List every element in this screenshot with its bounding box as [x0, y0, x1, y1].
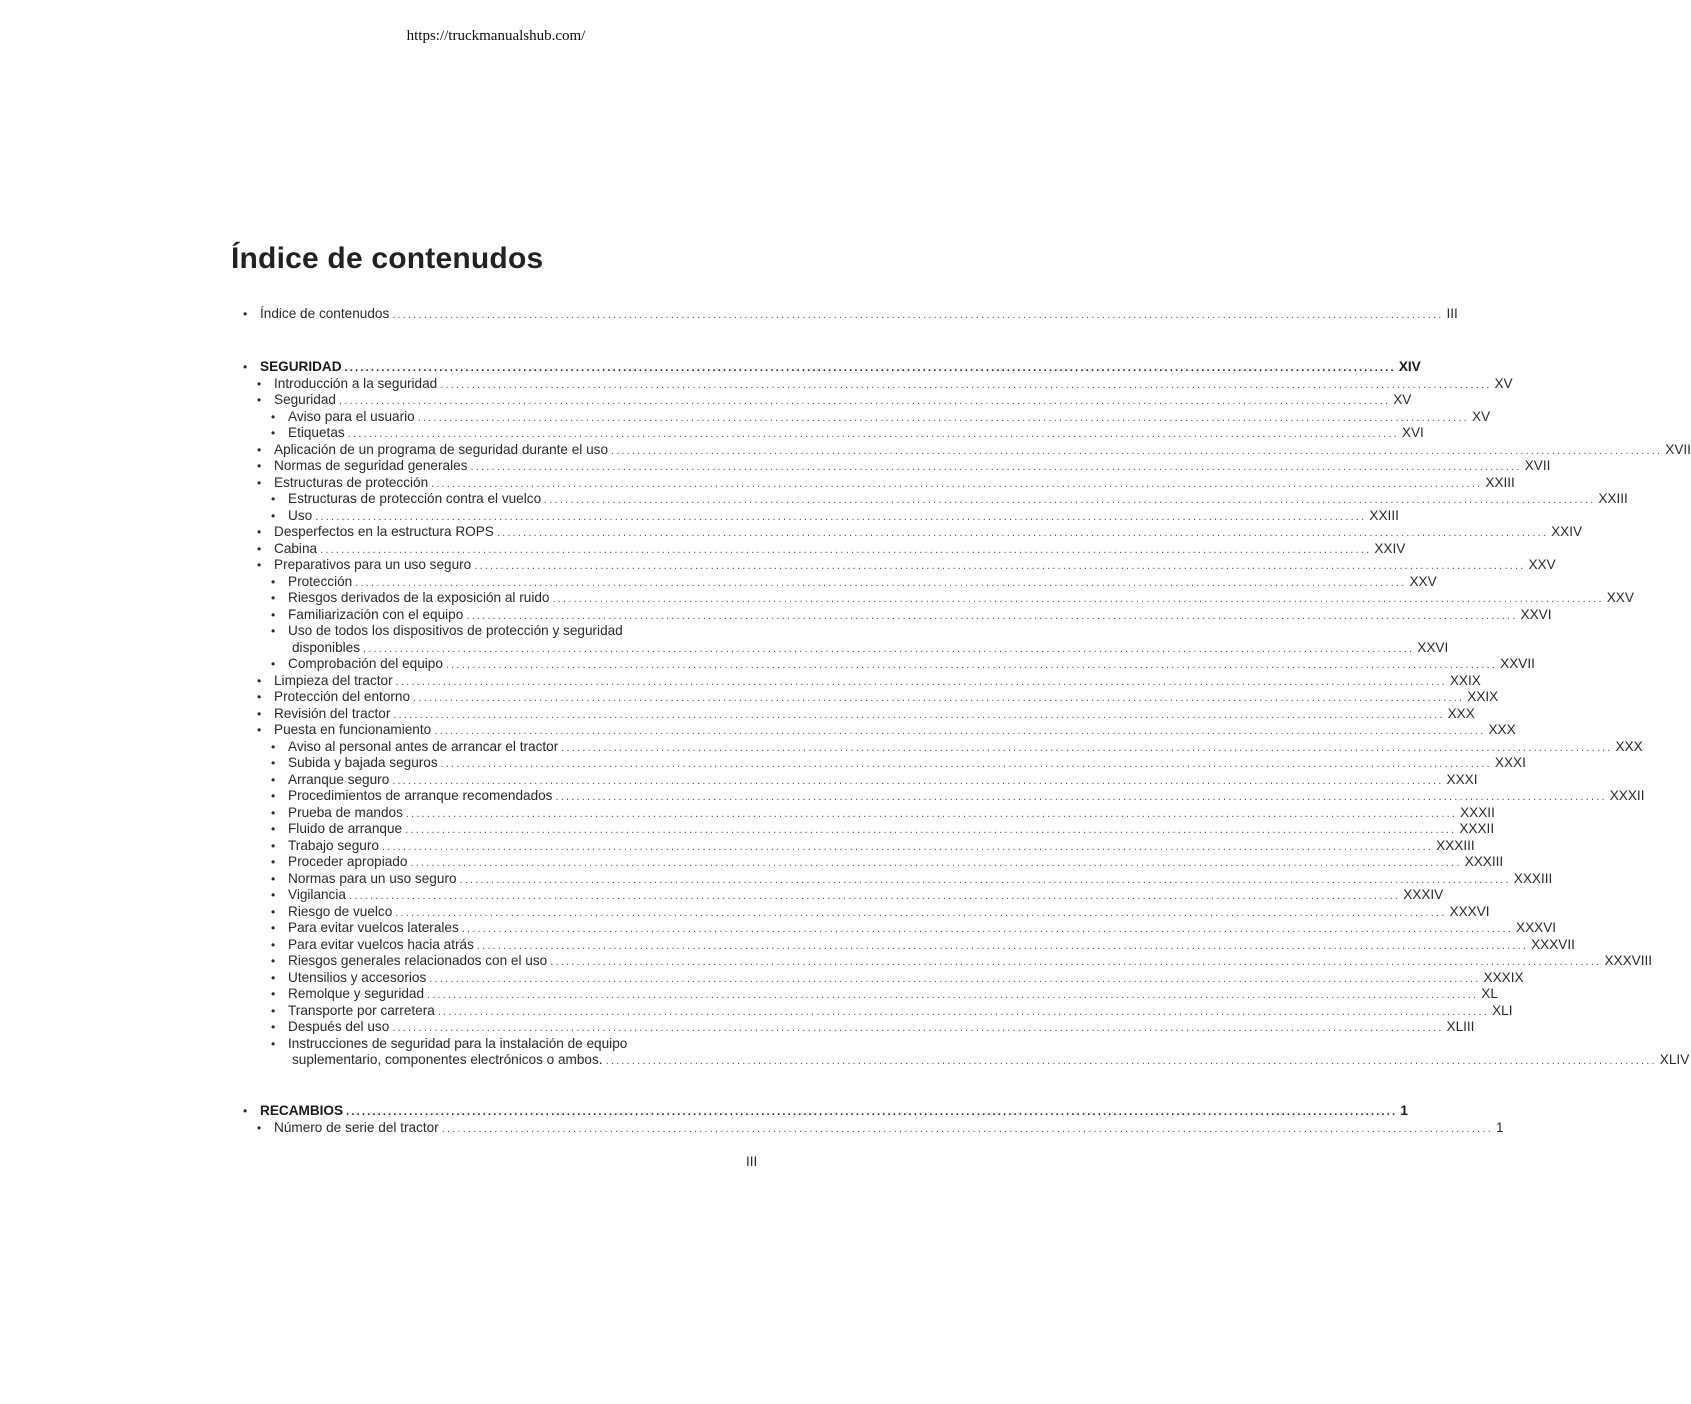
- toc-entry-label: Índice de contenudos: [260, 306, 390, 321]
- toc-entry-line: [274, 689, 1499, 707]
- bullet-icon: •: [257, 558, 262, 572]
- dot-leader: ........................................................................................................................................................................................................: [561, 741, 1613, 754]
- dot-leader: ........................................................................................................................................................................................................: [392, 774, 1444, 787]
- bullet-icon: •: [257, 723, 262, 737]
- bullet-icon: •: [257, 690, 262, 704]
- dot-leader: ........................................................................................................................................................................................................: [405, 807, 1458, 820]
- toc-entry-label: Subida y bajada seguros: [288, 755, 438, 770]
- bullet-icon: •: [271, 508, 276, 523]
- toc-entry-label: Comprobación del equipo: [288, 656, 443, 671]
- toc-entry[interactable]: [243, 804, 1495, 822]
- toc-entry-continuation[interactable]: [243, 1052, 1690, 1069]
- toc-entry-line: [288, 656, 1535, 674]
- dot-leader: ........................................................................................................................................................................................................: [474, 560, 1526, 572]
- toc-group-seguridad: [243, 359, 1691, 1069]
- toc-entry-page: XXXIII: [1464, 854, 1504, 869]
- dot-leader: ........................................................................................................................................................................................................: [381, 840, 1434, 853]
- toc-entry[interactable]: [243, 1019, 1475, 1036]
- toc-entry-line: [288, 870, 1553, 889]
- toc-entry-page: XLI: [1492, 1002, 1513, 1018]
- toc-entry-label: RECAMBIOS: [260, 1103, 344, 1118]
- toc-entry-label: Para evitar vuelcos laterales: [288, 920, 459, 935]
- toc-entry[interactable]: [243, 1103, 1408, 1120]
- toc-entry-label: Trabajo seguro: [288, 837, 379, 853]
- header-url[interactable]: https://truckmanualshub.com/: [406, 28, 586, 44]
- bullet-icon: •: [271, 888, 276, 902]
- toc-entry[interactable]: [243, 903, 1490, 921]
- bullet-icon: •: [271, 739, 276, 754]
- toc-entry-line: [288, 936, 1575, 955]
- toc-entry-line: [288, 755, 1526, 773]
- bullet-icon: •: [271, 772, 276, 787]
- toc-entry-line: [274, 672, 1481, 691]
- toc-entry-line: [288, 804, 1495, 823]
- toc-entry[interactable]: [243, 540, 1406, 558]
- toc-entry-page: XXXIV: [1403, 887, 1444, 902]
- toc-entry[interactable]: [243, 887, 1444, 904]
- toc-entry-page: 1: [1400, 1103, 1408, 1118]
- dot-leader: ........................................................................................................................................................................................................: [347, 428, 1399, 440]
- toc-entry-page: III: [1446, 306, 1458, 321]
- dot-leader: ........................................................................................................................................................................................................: [496, 527, 1549, 539]
- toc-entry-line: [288, 425, 1424, 443]
- toc-entry-line: [274, 441, 1691, 460]
- toc-entry-line: [260, 306, 1458, 324]
- toc-entry-label: Etiquetas: [288, 425, 345, 440]
- toc-entry-label: Vigilancia: [288, 887, 346, 902]
- toc-entry-page: XXIII: [1598, 491, 1628, 506]
- toc-entry-label: Aplicación de un programa de seguridad durante el uso: [274, 441, 609, 457]
- toc-entry[interactable]: [243, 306, 1458, 323]
- toc-entry-page: XXV: [1528, 557, 1556, 572]
- toc-entry-page: XXX: [1488, 722, 1516, 737]
- dot-leader: ........................................................................................................................................................................................................: [555, 791, 1607, 803]
- toc-entry-label: Proceder apropiado: [288, 854, 408, 869]
- toc-entry[interactable]: [243, 837, 1475, 855]
- dot-leader: ........................................................................................................................................................................................................: [338, 395, 1391, 407]
- toc-entry-page: XXIII: [1369, 507, 1399, 523]
- dot-leader: ........................................................................................................................................................................................................: [476, 939, 1529, 952]
- toc-entry-page: XXV: [1606, 590, 1634, 605]
- bullet-icon: •: [257, 673, 262, 688]
- toc-entry-label: Preparativos para un uso seguro: [274, 557, 472, 572]
- toc-entry[interactable]: [243, 870, 1553, 888]
- toc-entry-label: Revisión del tractor: [274, 705, 391, 721]
- toc-entry-line: [274, 474, 1515, 493]
- bullet-icon: •: [271, 756, 276, 770]
- bullet-icon: •: [257, 541, 262, 556]
- toc-entry[interactable]: [243, 969, 1524, 987]
- toc-entry-label: Transporte por carretera: [288, 1002, 435, 1018]
- toc-entry-page: XXX: [1615, 738, 1643, 754]
- bullet-icon: •: [257, 393, 262, 407]
- toc-entry[interactable]: [243, 672, 1481, 690]
- toc-entry[interactable]: [243, 573, 1437, 591]
- toc-entry-label: Cabina: [274, 540, 318, 556]
- bullet-icon: •: [257, 525, 262, 539]
- bullet-icon: •: [271, 987, 276, 1001]
- toc-entry[interactable]: [243, 788, 1645, 805]
- toc-entry-line: [288, 887, 1444, 905]
- toc-entry-page: XXIX: [1449, 672, 1481, 688]
- toc-entry[interactable]: [243, 606, 1552, 624]
- dot-leader: ........................................................................................................................................................................................................: [550, 956, 1602, 968]
- toc-entry[interactable]: [243, 375, 1513, 393]
- toc-group-recambios: [243, 1103, 1504, 1136]
- toc-entry-label: Aviso al personal antes de arrancar el tractor: [288, 738, 559, 754]
- toc-entry-line: [274, 375, 1513, 394]
- toc-entry-page: XXIV: [1374, 540, 1406, 556]
- toc-entry-label: Remolque y seguridad: [288, 986, 425, 1001]
- dot-leader: ........................................................................................................................................................................................................: [611, 444, 1663, 457]
- toc-entry[interactable]: [243, 920, 1557, 937]
- toc-entry-label: Después del uso: [288, 1019, 390, 1034]
- dot-leader: ........................................................................................................................................................................................................: [320, 543, 1372, 556]
- toc-entry[interactable]: [243, 392, 1412, 409]
- bullet-icon: •: [271, 591, 276, 605]
- toc-entry-page: XXXVII: [1531, 936, 1575, 952]
- toc-entry[interactable]: [243, 738, 1643, 756]
- toc-entry[interactable]: [243, 953, 1653, 970]
- toc-entry-page: XVI: [1401, 425, 1424, 440]
- toc-entry-page: XXXII: [1460, 804, 1495, 820]
- dot-leader: ........................................................................................................................................................................................................: [605, 1055, 1657, 1067]
- toc-entry-line: [288, 771, 1478, 790]
- toc-entry[interactable]: [243, 755, 1526, 772]
- toc-entry-line: [260, 1103, 1408, 1121]
- toc-entry-label: Uso: [288, 507, 313, 523]
- dot-leader: ........................................................................................................................................................................................................: [393, 708, 1445, 721]
- toc-entry-label: Normas para un uso seguro: [288, 870, 457, 886]
- toc-entry-page: XXIII: [1485, 474, 1515, 490]
- toc-entry[interactable]: [243, 441, 1691, 459]
- toc-entry-line: [292, 1052, 1690, 1070]
- toc-entry-label: suplementario, componentes electrónicos o ambos.: [292, 1052, 603, 1067]
- toc-entry-line: [288, 738, 1643, 757]
- toc-entry[interactable]: [243, 821, 1495, 838]
- toc-entry-label: Limpieza del tractor: [274, 672, 393, 688]
- dot-leader: ........................................................................................................................................................................................................: [440, 758, 1492, 770]
- toc-entry-page: XXXII: [1459, 821, 1495, 836]
- dot-leader: ........................................................................................................................................................................................................: [346, 1106, 1398, 1118]
- dot-leader: ........................................................................................................................................................................................................: [441, 1122, 1493, 1135]
- toc-entry-line: [288, 623, 756, 640]
- toc-entry-page: XXXVI: [1449, 903, 1490, 919]
- toc-entry[interactable]: [243, 425, 1424, 442]
- toc-entry-page: XV: [1471, 408, 1491, 424]
- dot-leader: ........................................................................................................................................................................................................: [459, 873, 1511, 886]
- toc-entry-line: [288, 573, 1437, 592]
- toc-entry[interactable]: [243, 408, 1491, 426]
- bullet-icon: •: [271, 954, 276, 968]
- toc-entry-page: XXXII: [1609, 788, 1645, 803]
- toc-entry-page: XXIX: [1467, 689, 1499, 704]
- toc-entry-line: [260, 359, 1421, 377]
- toc-entry-page: XXXIII: [1436, 837, 1475, 853]
- toc-entry-line: [288, 606, 1552, 625]
- dot-leader: ........................................................................................................................................................................................................: [434, 725, 1486, 737]
- toc-entry-line: [274, 392, 1412, 410]
- toc-entry[interactable]: [243, 491, 1628, 508]
- toc-entry[interactable]: [243, 359, 1421, 376]
- dot-leader: ........................................................................................................................................................................................................: [431, 477, 1483, 490]
- toc-entry[interactable]: [243, 507, 1399, 525]
- toc-entry-line: [288, 1002, 1513, 1021]
- toc-entry-line: [274, 1119, 1504, 1138]
- toc-entry-line: [288, 491, 1628, 509]
- toc-entry-line: [288, 1036, 756, 1053]
- toc-entry-label: Aviso para el usuario: [288, 408, 415, 424]
- toc-entry-label: Prueba de mandos: [288, 804, 403, 820]
- toc-entry-label: Riesgos derivados de la exposición al ruido: [288, 590, 550, 605]
- toc-entry-line: [274, 524, 1583, 542]
- dot-leader: ........................................................................................................................................................................................................: [417, 411, 1469, 424]
- toc-entry-page: XXXVI: [1516, 920, 1557, 935]
- toc-entry[interactable]: [243, 458, 1551, 475]
- toc-entry-page: 1: [1495, 1119, 1504, 1135]
- dot-leader: ........................................................................................................................................................................................................: [470, 461, 1522, 473]
- toc-entry-label: Estructuras de protección contra el vuelco: [288, 491, 542, 506]
- toc-entry-label: Seguridad: [274, 392, 336, 407]
- toc-entry-line: [288, 953, 1653, 971]
- toc-entry-line: [288, 821, 1495, 839]
- dot-leader: ........................................................................................................................................................................................................: [461, 923, 1513, 935]
- dot-leader: ........................................................................................................................................................................................................: [355, 576, 1407, 589]
- toc-entry-label: Puesta en funcionamiento: [274, 722, 432, 737]
- dot-leader: ........................................................................................................................................................................................................: [427, 989, 1479, 1001]
- toc-entry[interactable]: [243, 936, 1575, 954]
- bullet-icon: •: [271, 871, 276, 886]
- toc-entry-page: XXXI: [1446, 771, 1478, 787]
- toc-entry[interactable]: [243, 705, 1475, 723]
- toc-entry[interactable]: [243, 557, 1556, 574]
- toc-entry-line: [288, 969, 1524, 988]
- bullet-icon: •: [271, 904, 276, 919]
- toc-entry-page: XXXIII: [1513, 870, 1553, 886]
- toc-entry-line: [274, 540, 1406, 559]
- toc-entry-label: Riesgo de vuelco: [288, 903, 393, 919]
- toc-entry[interactable]: [243, 986, 1498, 1003]
- bullet-icon: •: [271, 855, 276, 869]
- toc-entry-label: Protección del entorno: [274, 689, 411, 704]
- bullet-icon: •: [271, 921, 276, 935]
- bullet-icon: •: [243, 1104, 248, 1118]
- toc-entry-page: XXVII: [1500, 656, 1535, 671]
- dot-leader: ........................................................................................................................................................................................................: [410, 857, 1462, 869]
- toc-entry-line: [288, 854, 1504, 872]
- toc-entry-label: Para evitar vuelcos hacia atrás: [288, 936, 474, 952]
- bullet-icon: •: [271, 409, 276, 424]
- toc-entry-page: XLIV: [1659, 1052, 1690, 1067]
- toc-entry-label: Instrucciones de seguridad para la instalación de equipo: [288, 1035, 628, 1051]
- toc-entry-page: XVII: [1665, 441, 1691, 457]
- toc-entry-label: Utensilios y accesorios: [288, 969, 427, 985]
- toc-entry-label: Arranque seguro: [288, 771, 390, 787]
- toc-entry-page: XXXI: [1494, 755, 1526, 770]
- bullet-icon: •: [271, 657, 276, 671]
- dot-leader: ........................................................................................................................................................................................................: [315, 510, 1367, 523]
- toc-entry[interactable]: [243, 689, 1499, 706]
- bullet-icon: •: [257, 459, 262, 473]
- dot-leader: ........................................................................................................................................................................................................: [344, 362, 1396, 374]
- dot-leader: ........................................................................................................................................................................................................: [363, 642, 1415, 655]
- dot-leader: ........................................................................................................................................................................................................: [552, 593, 1604, 605]
- toc-entry-label: disponibles: [292, 639, 361, 655]
- bullet-icon: •: [271, 805, 276, 820]
- toc-entry[interactable]: [243, 771, 1478, 789]
- toc-entry-page: XL: [1481, 986, 1498, 1001]
- toc-entry-line: [288, 903, 1490, 922]
- toc-entry-line: [274, 705, 1475, 724]
- toc-entry-line: [288, 1019, 1475, 1037]
- toc-entry[interactable]: [243, 623, 756, 640]
- toc-entry[interactable]: [243, 722, 1516, 739]
- dot-leader: ........................................................................................................................................................................................................: [392, 1022, 1444, 1034]
- toc-entry-page: XXXIX: [1483, 969, 1524, 985]
- dot-leader: ........................................................................................................................................................................................................: [440, 378, 1492, 391]
- toc-entry-page: XV: [1494, 375, 1513, 391]
- toc-entry-line: [274, 557, 1556, 575]
- bullet-icon: •: [271, 1003, 276, 1018]
- toc-entry-page: XXIV: [1551, 524, 1583, 539]
- toc-entry-label: Desperfectos en la estructura ROPS: [274, 524, 494, 539]
- bullet-icon: •: [271, 1036, 276, 1051]
- dot-leader: ........................................................................................................................................................................................................: [437, 1005, 1490, 1018]
- toc-entry-page: XXVI: [1520, 606, 1552, 622]
- toc-entry-label: Familiarización con el equipo: [288, 606, 464, 622]
- toc-entry-line: [292, 639, 1449, 658]
- toc-entry[interactable]: [243, 524, 1583, 541]
- toc-entry-label: SEGURIDAD: [260, 359, 342, 374]
- dot-leader: ........................................................................................................................................................................................................: [544, 494, 1596, 506]
- dot-leader: ........................................................................................................................................................................................................: [392, 309, 1444, 321]
- bullet-icon: •: [243, 360, 248, 374]
- toc-entry-label: Introducción a la seguridad: [274, 375, 438, 391]
- toc-entry[interactable]: [243, 1036, 756, 1053]
- toc-entry-page: XV: [1393, 392, 1412, 407]
- page-title: Índice de contenudos: [231, 242, 544, 275]
- toc-entry-page: XLIII: [1446, 1019, 1475, 1034]
- toc-entry[interactable]: [243, 854, 1504, 871]
- bullet-icon: •: [271, 1020, 276, 1034]
- toc-entry-page: XXV: [1409, 573, 1437, 589]
- toc-entry-label: Número de serie del tractor: [274, 1119, 439, 1135]
- bullet-icon: •: [271, 624, 276, 638]
- toc-entry-label: Riesgos generales relacionados con el uso: [288, 953, 548, 968]
- bullet-icon: •: [271, 574, 276, 589]
- toc-entry[interactable]: [243, 590, 1634, 607]
- bullet-icon: •: [243, 307, 248, 321]
- dot-leader: ........................................................................................................................................................................................................: [405, 824, 1457, 836]
- toc-entry-line: [288, 507, 1399, 526]
- toc-entry-label: Protección: [288, 573, 353, 589]
- toc-entry-page: XXVI: [1417, 639, 1449, 655]
- toc-entry-line: [288, 408, 1491, 427]
- dot-leader: ........................................................................................................................................................................................................: [466, 609, 1518, 622]
- toc-entry-line: [288, 590, 1634, 608]
- dot-leader: ........................................................................................................................................................................................................: [395, 906, 1447, 919]
- bullet-icon: •: [271, 789, 276, 803]
- toc-entry-page: XIV: [1398, 359, 1421, 374]
- toc-entry-label: Procedimientos de arranque recomendados: [288, 788, 553, 803]
- toc-entry-page: XXXVIII: [1604, 953, 1653, 968]
- bullet-icon: •: [271, 492, 276, 506]
- toc-entry-line: [274, 458, 1551, 476]
- toc-entry[interactable]: [243, 1002, 1513, 1020]
- toc-entry-label: Normas de seguridad generales: [274, 458, 468, 473]
- bullet-icon: •: [257, 376, 262, 391]
- bullet-icon: •: [271, 937, 276, 952]
- bullet-icon: •: [271, 426, 276, 440]
- toc-entry-page: XVII: [1524, 458, 1551, 473]
- toc-entry-line: [288, 986, 1498, 1004]
- bullet-icon: •: [257, 1120, 262, 1135]
- toc-entry-line: [274, 722, 1516, 740]
- dot-leader: ........................................................................................................................................................................................................: [348, 890, 1401, 902]
- toc-entry-line: [288, 837, 1475, 856]
- toc-entry-label: Fluido de arranque: [288, 821, 403, 836]
- toc-entry[interactable]: [243, 474, 1515, 492]
- toc-entry-page: XXX: [1447, 705, 1475, 721]
- toc-group-index: [243, 306, 1458, 323]
- bullet-icon: •: [257, 442, 262, 457]
- dot-leader: ........................................................................................................................................................................................................: [395, 675, 1447, 688]
- dot-leader: ........................................................................................................................................................................................................: [413, 692, 1465, 704]
- page-number: III: [746, 1154, 758, 1169]
- dot-leader: ........................................................................................................................................................................................................: [445, 659, 1498, 671]
- toc-entry-continuation[interactable]: [243, 639, 1449, 657]
- bullet-icon: •: [257, 706, 262, 721]
- toc-entry[interactable]: [243, 1119, 1504, 1137]
- bullet-icon: •: [271, 607, 276, 622]
- toc-entry-line: [288, 920, 1557, 938]
- bullet-icon: •: [257, 475, 262, 490]
- bullet-icon: •: [271, 838, 276, 853]
- bullet-icon: •: [271, 970, 276, 985]
- bullet-icon: •: [271, 822, 276, 836]
- dot-leader: ........................................................................................................................................................................................................: [429, 972, 1481, 985]
- toc-entry-label: Uso de todos los dispositivos de protección y seguridad: [288, 623, 623, 638]
- toc-entry-line: [288, 788, 1645, 806]
- toc-entry-label: Estructuras de protección: [274, 474, 429, 490]
- toc-entry[interactable]: [243, 656, 1535, 673]
